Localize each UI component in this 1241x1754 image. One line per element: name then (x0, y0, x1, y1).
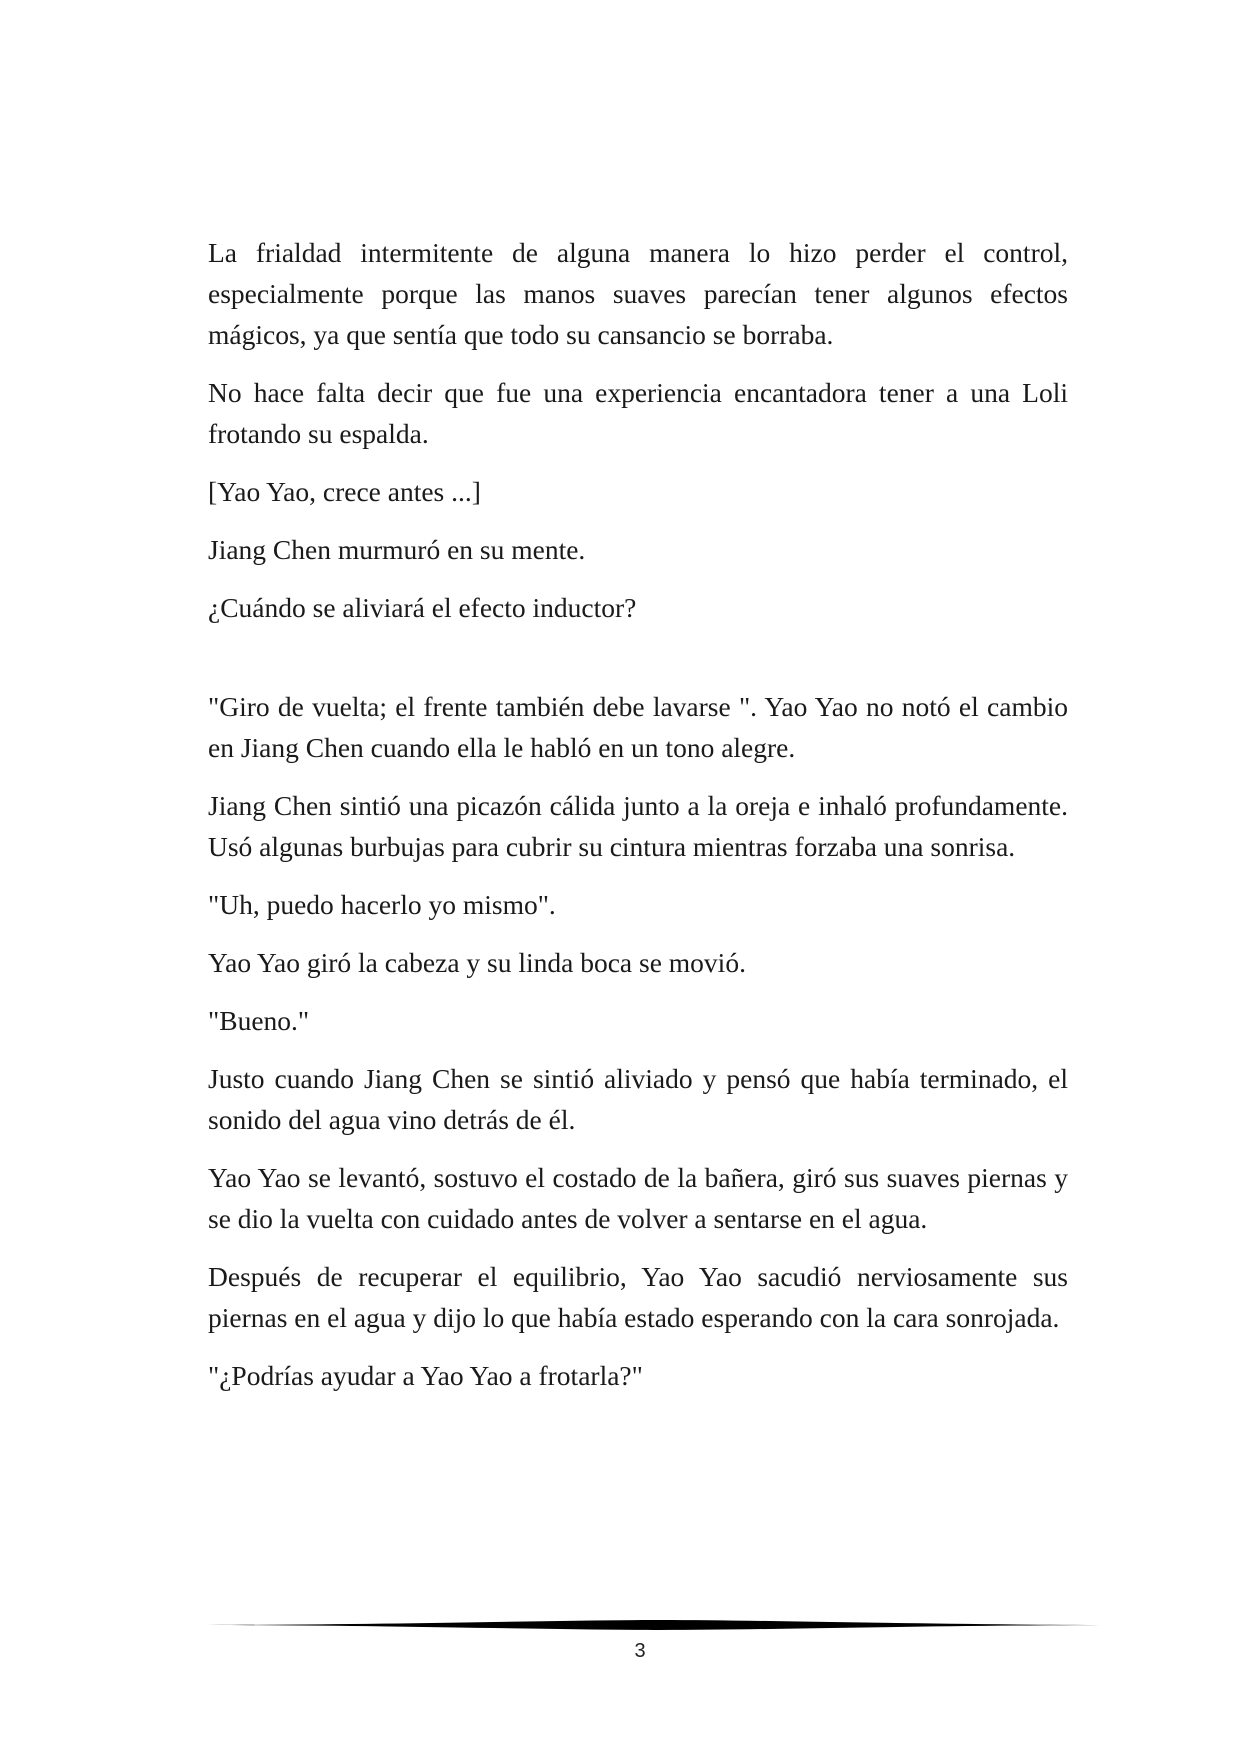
paragraph: Jiang Chen murmuró en su mente. (208, 534, 586, 565)
paragraph: "¿Podrías ayudar a Yao Yao a frotarla?" (208, 1360, 643, 1391)
paragraph: [Yao Yao, crece antes ...] (208, 476, 481, 507)
paragraph: "Giro de vuelta; el frente también debe lavarse ". Yao Yao no notó el cambio en Jiang Chen cuando ella le habló en un tono alegre. (208, 691, 1068, 763)
page-body (208, 232, 1068, 1413)
paragraph: Yao Yao giró la cabeza y su linda boca se movió. (208, 947, 746, 978)
paragraph: "Bueno." (208, 1005, 310, 1036)
paragraph: "Uh, puedo hacerlo yo mismo". (208, 889, 556, 920)
paragraph: Jiang Chen sintió una picazón cálida junto a la oreja e inhaló profundamente. Usó algunas burbujas para cubrir su cintura mientras forzaba una sonrisa. (208, 790, 1068, 862)
footer-divider (208, 1618, 1113, 1632)
paragraph: ¿Cuándo se aliviará el efecto inductor? (208, 592, 637, 623)
paragraph: Después de recuperar el equilibrio, Yao Yao sacudió nerviosamente sus piernas en el agua y dijo lo que había estado esperando con la cara sonrojada. (208, 1261, 1068, 1333)
footer-divider-swell (208, 1620, 1113, 1630)
page-number: 3 (634, 1640, 646, 1662)
paragraph: Justo cuando Jiang Chen se sintió aliviado y pensó que había terminado, el sonido del agua vino detrás de él. (208, 1063, 1068, 1135)
paragraph: La frialdad intermitente de alguna manera lo hizo perder el control, especialmente porque las manos suaves parecían tener algunos efectos mágicos, ya que sentía que todo su cansancio se borraba. (208, 237, 1068, 350)
paragraph: No hace falta decir que fue una experiencia encantadora tener a una Loli frotando su espalda. (208, 377, 1068, 449)
paragraph: Yao Yao se levantó, sostuvo el costado de la bañera, giró sus suaves piernas y se dio la vuelta con cuidado antes de volver a sentarse en el agua. (208, 1162, 1068, 1234)
